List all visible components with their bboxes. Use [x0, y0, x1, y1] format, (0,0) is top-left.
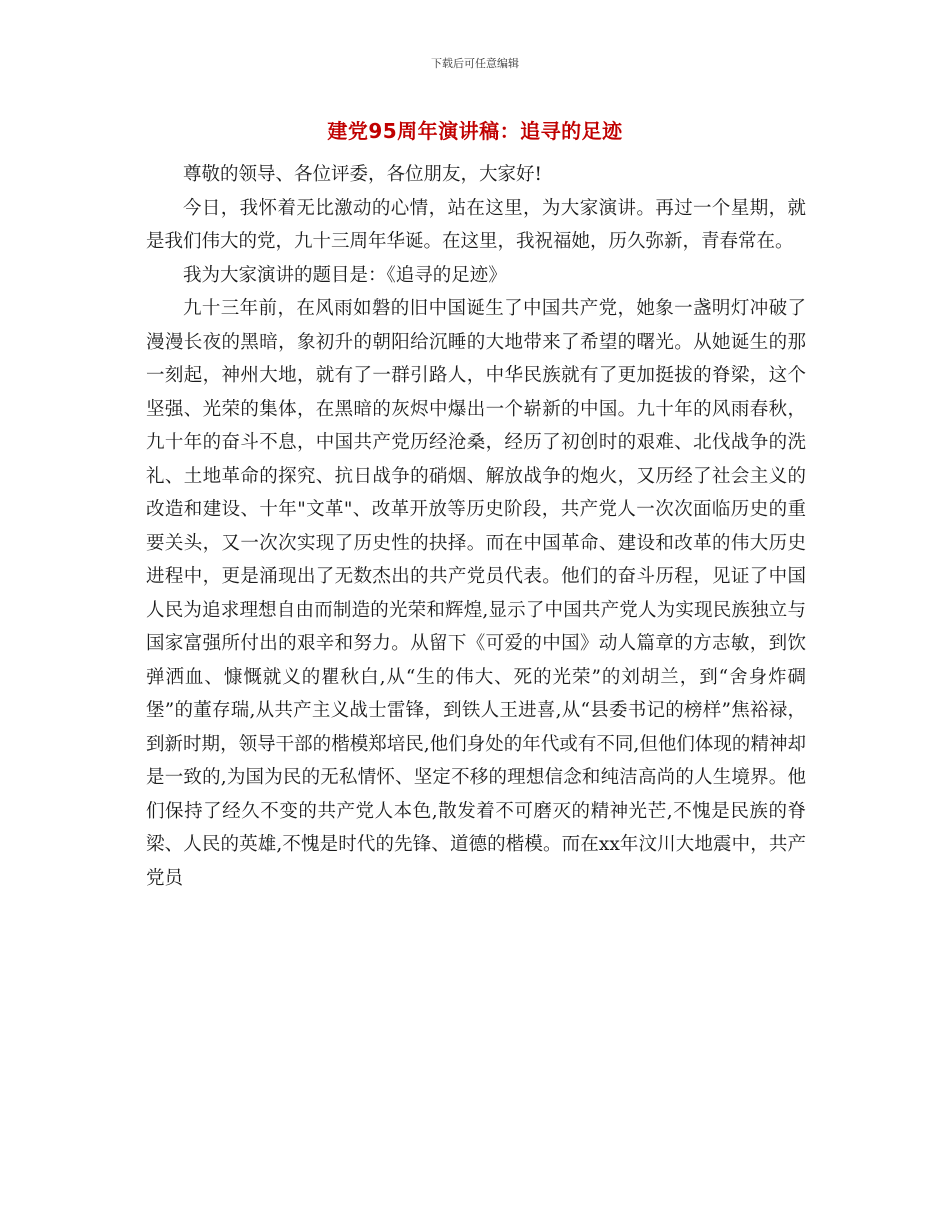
document-body: [146, 158, 806, 895]
paragraph-intro: 今日，我怀着无比激动的心情，站在这里，为大家演讲。再过一个星期，就是我们伟大的党，九十三周年华诞。在这里，我祝福她，历久弥新，青春常在。: [146, 197, 806, 252]
document-title: 建党95周年演讲稿：追寻的足迹: [327, 119, 623, 143]
header-note: 下载后可任意编辑: [431, 57, 519, 70]
paragraph-topic: 我为大家演讲的题目是：《追寻的足迹》: [183, 264, 507, 286]
paragraph-history: 九十三年前，在风雨如磐的旧中国诞生了中国共产党，她象一盏明灯冲破了漫漫长夜的黑暗，象初升的朝阳给沉睡的大地带来了希望的曙光。从她诞生的那一刻起，神州大地，就有了一群引路人，中华民族就有了更加挺拔的脊梁，这个坚强、光荣的集体，在黑暗的灰烬中爆出一个崭新的中国。九十年的风雨春秋，九十年的奋斗不息，中国共产党历经沧桑，经历了初创时的艰难、北伐战争的洗礼、土地革命的探究、抗日战争的硝烟、解放战争的炮火，又历经了社会主义的改造和建设、十年"文革"、改革开放等历史阶段，共产党人一次次面临历史的重要关头，又一次次实现了历史性的抉择。而在中国革命、建设和改革的伟大历史进程中，更是涌现出了无数杰出的共产党员代表。他们的奋斗历程，见证了中国人民为追求理想自由而制造的光荣和辉煌,显示了中国共产党人为实现民族独立与国家富强所付出的艰辛和努力。从留下《可爱的中国》动人篇章的方志敏，到饮弹洒血、慷慨就义的瞿秋白,从“生的伟大、死的光荣”的刘胡兰，到“舍身炸碉堡”的董存瑞,从共产主义战士雷锋，到铁人王进喜,从“县委书记的榜样”焦裕禄，到新时期，领导干部的楷模郑培民,他们身处的年代或有不同,但他们体现的精神却是一致的,为国为民的无私情怀、坚定不移的理想信念和纯洁高尚的人生境界。他们保持了经久不变的共产党人本色,散发着不可磨灭的精神光芒,不愧是民族的脊梁、人民的英雄,不愧是时代的先锋、道德的楷模。而在xx年汶川大地震中，共产党员: [146, 298, 806, 889]
paragraph-greeting: 尊敬的领导、各位评委，各位朋友，大家好!: [183, 164, 542, 185]
